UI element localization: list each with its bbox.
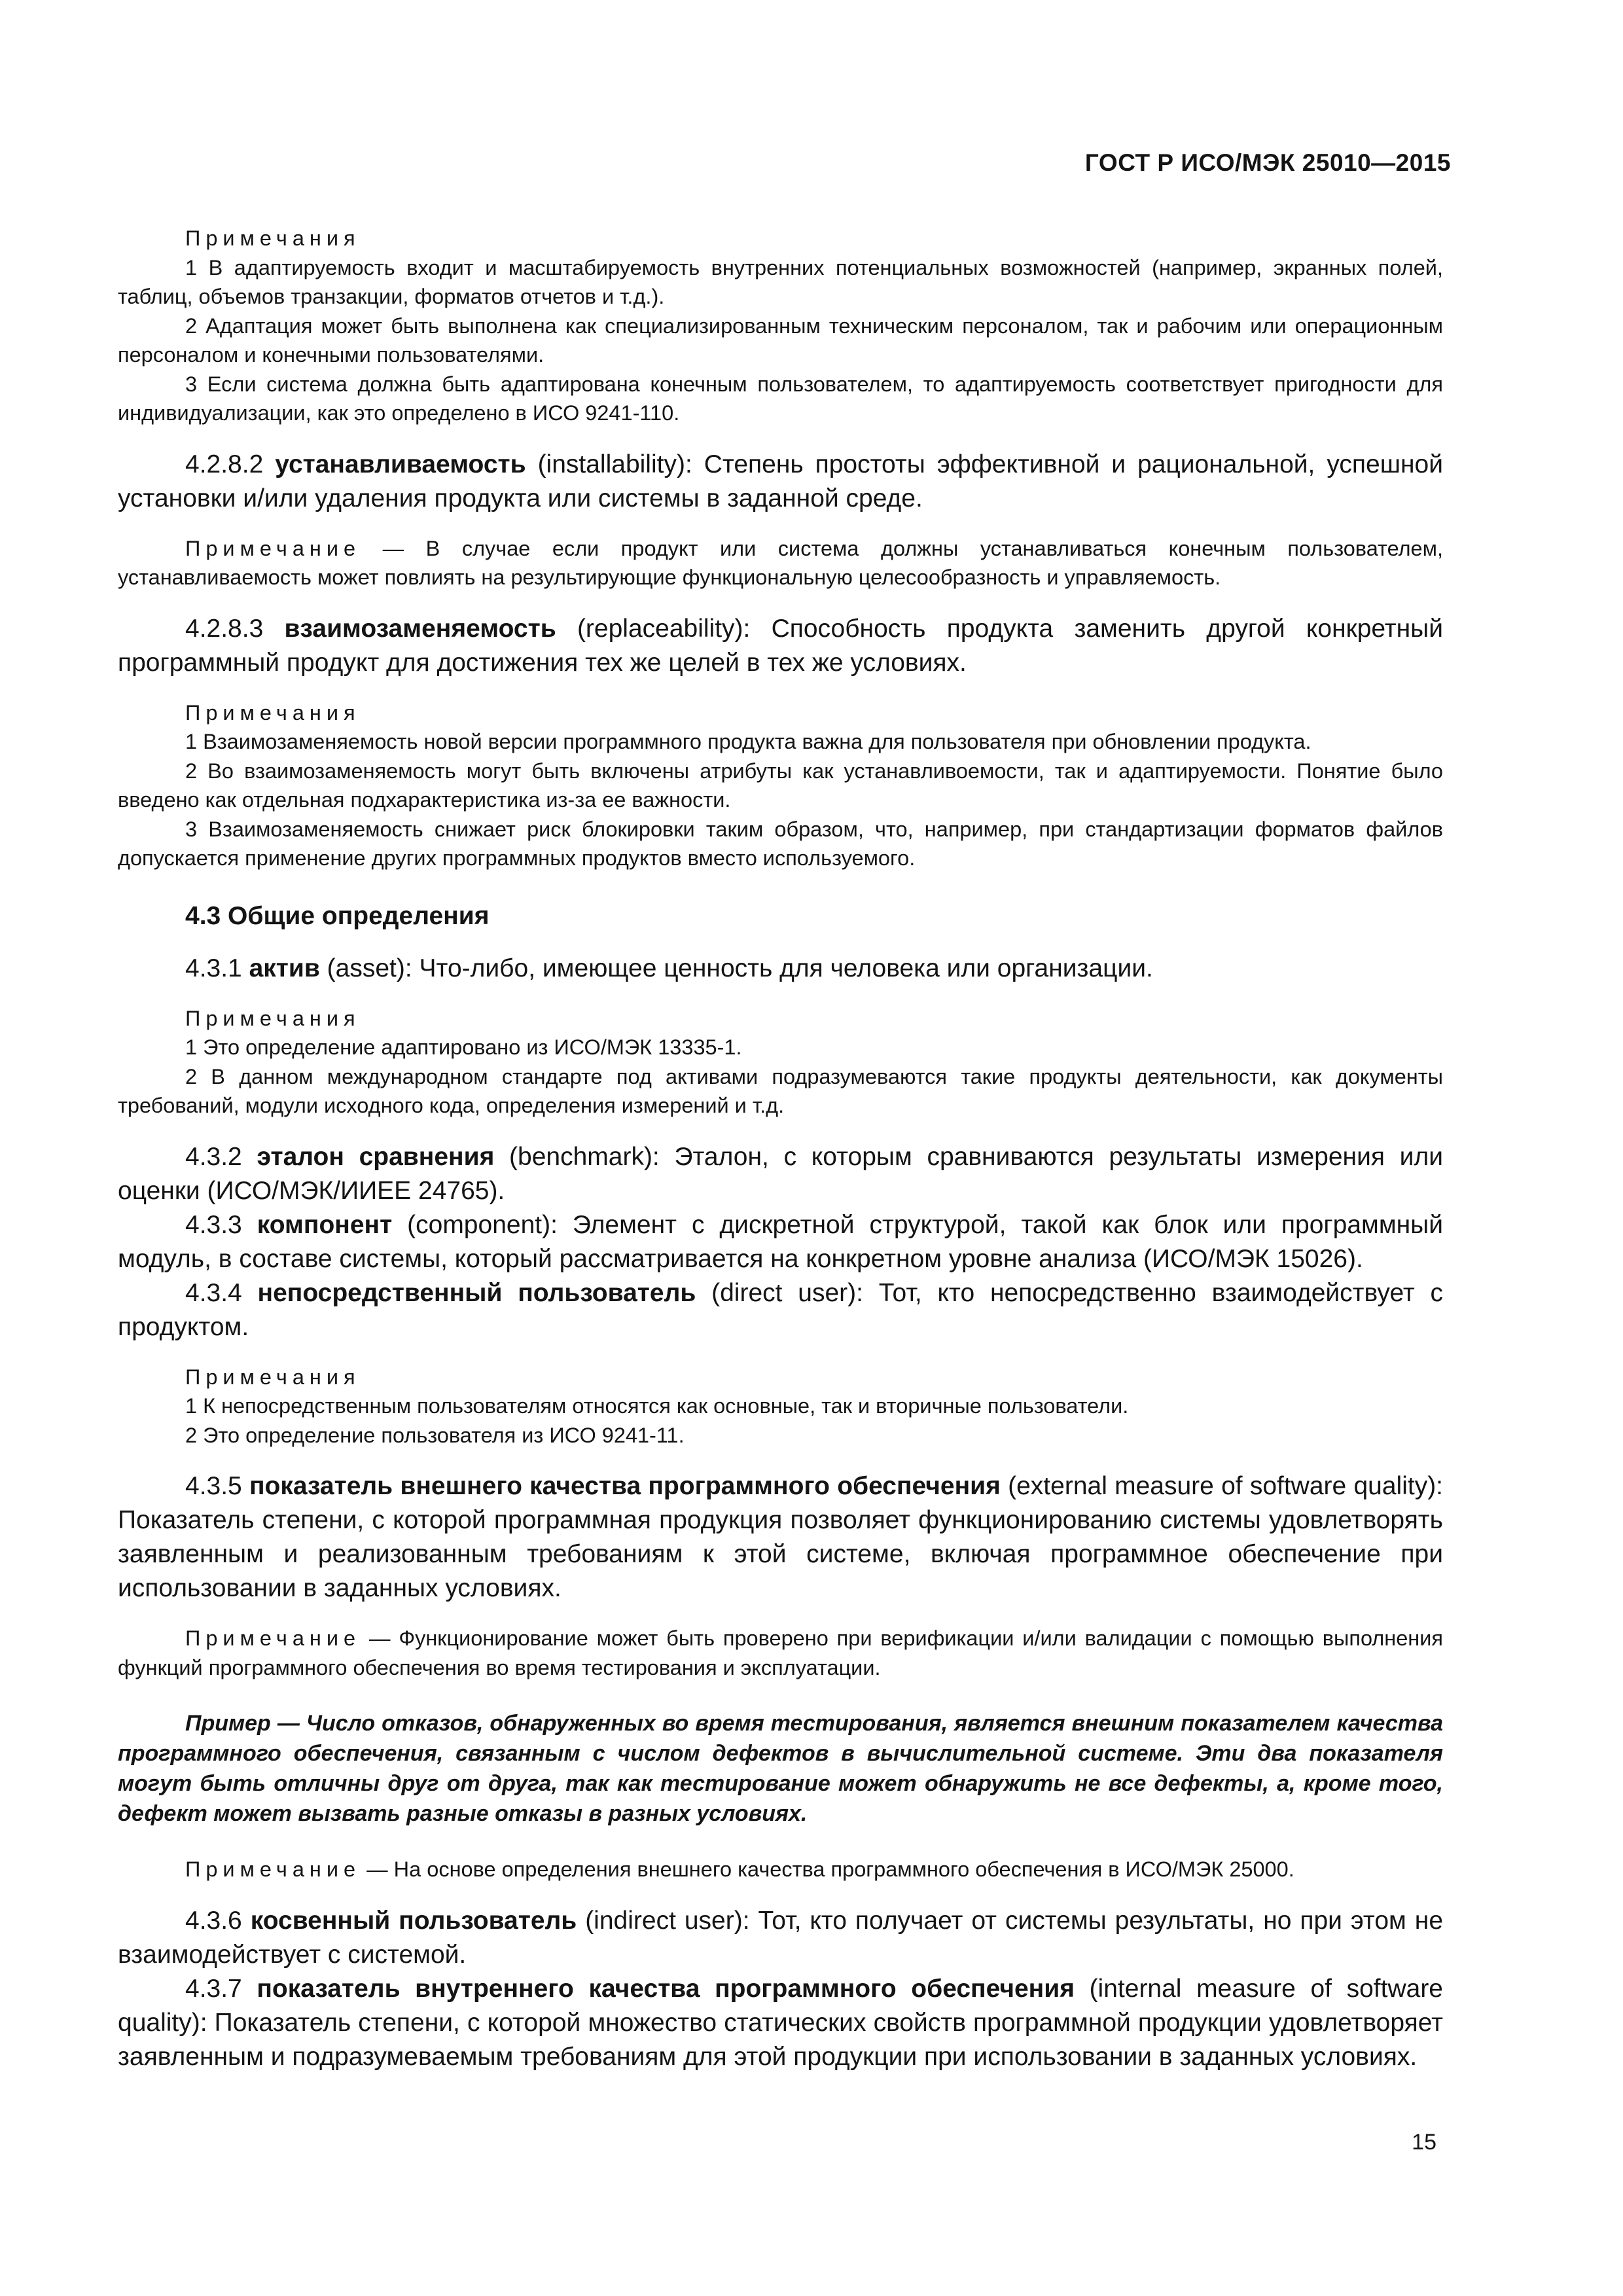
definition-number: 4.3.2 — [185, 1142, 257, 1171]
definition-4-3-3 — [118, 1208, 1443, 1276]
definition-4-2-8-3 — [118, 612, 1443, 680]
definition-term: непосредственный пользователь — [257, 1278, 696, 1307]
definition-term: компонент — [257, 1210, 393, 1239]
definition-text: (indirect user): Тот, кто получает от системы результаты, но при этом не взаимодействует с системой. — [118, 1906, 1444, 1969]
definition-4-3-7 — [118, 1972, 1443, 2074]
note-item: 2 Во взаимозаменяемость могут быть включены атрибуты как устанавливоемости, так и адаптируемости. Понятие было введено как отдельная подхарактеристика из-за ее важности. — [118, 759, 1443, 812]
note-item: 3 Взаимозаменяемость снижает риск блокировки таким образом, что, например, при стандартизации форматов файлов допускается применение других программных продуктов вместо используемого. — [118, 817, 1443, 870]
page-content — [118, 224, 1443, 2074]
definition-text: (installability): Степень простоты эффективной и рациональной, успешной установки и/или удаления продукта или системы в заданной среде. — [118, 450, 1443, 512]
note-paragraph — [118, 534, 1443, 592]
notes-label: Примечания — [185, 1365, 361, 1389]
note-text: — В случае если продукт или система должны устанавливаться конечным пользователем, устанавливаемость может повлиять на результирующие функциональную целесообразность и управляемость. — [118, 536, 1443, 589]
definition-4-3-2 — [118, 1140, 1443, 1208]
definition-term: показатель внутреннего качества программного обеспечения — [257, 1974, 1075, 2003]
definition-text: (direct user): Тот, кто непосредственно взаимодействует с продуктом. — [118, 1278, 1444, 1341]
definition-number: 4.3.4 — [185, 1278, 258, 1307]
note-label: Примечание — [185, 536, 361, 560]
note-text: — На основе определения внешнего качества программного обеспечения в ИСО/МЭК 25000. — [361, 1857, 1294, 1881]
definition-number: 4.3.3 — [185, 1210, 257, 1239]
note-label: Примечание — [185, 1626, 361, 1650]
notes-label: Примечания — [185, 1006, 361, 1030]
note-item: 1 Взаимозаменяемость новой версии программного продукта важна для пользователя при обновлении продукта. — [185, 730, 1311, 753]
definition-text: (internal measure of software quality): Показатель степени, с которой множество статических свойств программной продукции удовлетворяет заявленным и подразумеваемым требованиям для этой продукции при использовании в заданных условиях. — [118, 1974, 1443, 2071]
definition-term: эталон сравнения — [257, 1142, 495, 1171]
definition-text: (replaceability): Способность продукта заменить другой конкретный программный продукт для достижения тех же целей в тех же условиях. — [118, 614, 1444, 677]
definition-number: 4.2.8.2 — [185, 450, 276, 478]
definition-number: 4.3.1 — [185, 954, 249, 982]
definition-term: актив — [249, 954, 320, 982]
definition-number: 4.2.8.3 — [185, 614, 285, 643]
page-number: 15 — [1412, 2130, 1436, 2155]
definition-text: (component): Элемент с дискретной структурой, такой как блок или программный модуль, в составе системы, который рассматривается на конкретном уровне анализа (ИСО/МЭК 15026). — [118, 1210, 1443, 1273]
definition-4-3-6 — [118, 1904, 1443, 1972]
definition-term: показатель внешнего качества программного обеспечения — [249, 1472, 1001, 1500]
definition-text: (external measure of software quality): Показатель степени, с которой программная продукция позволяет функционированию системы удовлетворять заявленным и реализованным требованиям к этой системе, включая программное обеспечение при использовании в заданных условиях. — [118, 1472, 1444, 1602]
definition-4-3-5 — [118, 1469, 1443, 1605]
note-item: 1 В адаптируемость входит и масштабируемость внутренних потенциальных возможностей (например, экранных полей, таблиц, объемов транзакции, форматов отчетов и т.д.). — [118, 255, 1443, 308]
definition-number: 4.3.5 — [185, 1472, 249, 1500]
definition-number: 4.3.6 — [185, 1906, 251, 1935]
definition-term: косвенный пользователь — [250, 1906, 577, 1935]
definition-4-2-8-2 — [118, 448, 1443, 516]
definition-number: 4.3.7 — [185, 1974, 257, 2003]
note-item: 1 Это определение адаптировано из ИСО/МЭК 13335-1. — [185, 1035, 742, 1059]
section-heading: 4.3 Общие определения — [185, 901, 490, 930]
note-item: 2 Адаптация может быть выполнена как специализированным техническим персоналом, так и рабочим или операционным персоналом и конечными пользователями. — [118, 314, 1443, 367]
definition-text: (benchmark): Эталон, с которым сравниваются результаты измерения или оценки (ИСО/МЭК/ИИЕЕ 24765). — [118, 1142, 1444, 1205]
note-item: 1 К непосредственным пользователям относятся как основные, так и вторичные пользователи. — [185, 1394, 1129, 1418]
note-label: Примечание — [185, 1857, 361, 1881]
note-paragraph — [118, 1624, 1443, 1682]
definition-4-3-1 — [118, 952, 1443, 986]
definition-term: взаимозаменяемость — [284, 614, 556, 643]
notes-label: Примечания — [185, 226, 361, 250]
example-paragraph: Пример — Число отказов, обнаруженных во время тестирования, является внешним показателем качества программного обеспечения, связанным с числом дефектов в вычислительной системе. Эти два показателя могут быть отличны друг от друга, так как тестирование может обнаружить не все дефекты, а, кроме того, дефект может вызвать разные отказы в разных условиях. — [118, 1711, 1443, 1826]
definition-term: устанавливаемость — [275, 450, 526, 478]
definition-4-3-4 — [118, 1276, 1443, 1344]
note-item: 2 Это определение пользователя из ИСО 9241-11. — [185, 1423, 685, 1447]
note-item: 3 Если система должна быть адаптирована конечным пользователем, то адаптируемость соответствует пригодности для индивидуализации, как это определено в ИСО 9241-110. — [118, 372, 1443, 425]
definition-text: (asset): Что-либо, имеющее ценность для человека или организации. — [319, 954, 1153, 982]
note-item: 2 В данном международном стандарте под активами подразумеваются такие продукты деятельности, как документы требований, модули исходного кода, определения измерений и т.д. — [118, 1064, 1443, 1117]
note-paragraph — [118, 1855, 1443, 1884]
standard-header: ГОСТ Р ИСО/МЭК 25010—2015 — [1084, 149, 1451, 176]
notes-label: Примечания — [185, 700, 361, 725]
note-text: — Функционирование может быть проверено при верификации и/или валидации с помощью выполнения функций программного обеспечения во время тестирования и эксплуатации. — [118, 1626, 1443, 1679]
